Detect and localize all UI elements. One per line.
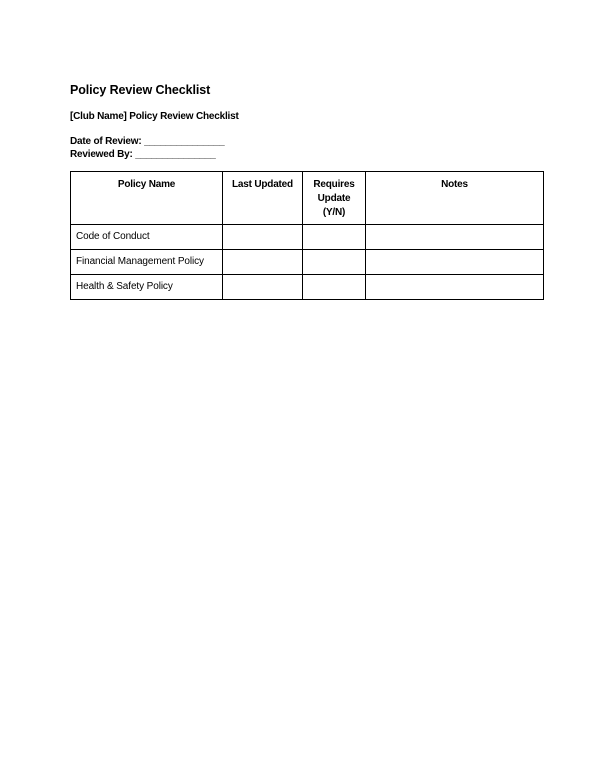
cell-last-updated <box>223 275 303 300</box>
table-row <box>71 250 544 275</box>
header-policy-name: Policy Name <box>71 172 223 225</box>
date-of-review-label: Date of Review: <box>70 136 142 147</box>
date-of-review-blank: _______________ <box>144 136 225 147</box>
header-notes: Notes <box>366 172 544 225</box>
policy-review-table <box>70 171 544 300</box>
document-subtitle: [Club Name] Policy Review Checklist <box>70 111 239 122</box>
cell-notes <box>366 225 544 250</box>
cell-policy-name: Code of Conduct <box>71 225 223 250</box>
reviewed-by-blank: _______________ <box>135 149 216 160</box>
table-row <box>71 275 544 300</box>
reviewed-by-field <box>70 149 216 160</box>
cell-last-updated <box>223 225 303 250</box>
cell-requires-update <box>303 250 366 275</box>
cell-notes <box>366 275 544 300</box>
cell-policy-name: Financial Management Policy <box>71 250 223 275</box>
table-header-row <box>71 172 544 225</box>
date-of-review-field <box>70 136 225 147</box>
header-requires-update: Requires Update (Y/N) <box>303 172 366 225</box>
reviewed-by-label: Reviewed By: <box>70 149 133 160</box>
cell-notes <box>366 250 544 275</box>
cell-policy-name: Health & Safety Policy <box>71 275 223 300</box>
cell-last-updated <box>223 250 303 275</box>
cell-requires-update <box>303 275 366 300</box>
table-row <box>71 225 544 250</box>
document-title: Policy Review Checklist <box>70 83 211 97</box>
header-last-updated: Last Updated <box>223 172 303 225</box>
cell-requires-update <box>303 225 366 250</box>
